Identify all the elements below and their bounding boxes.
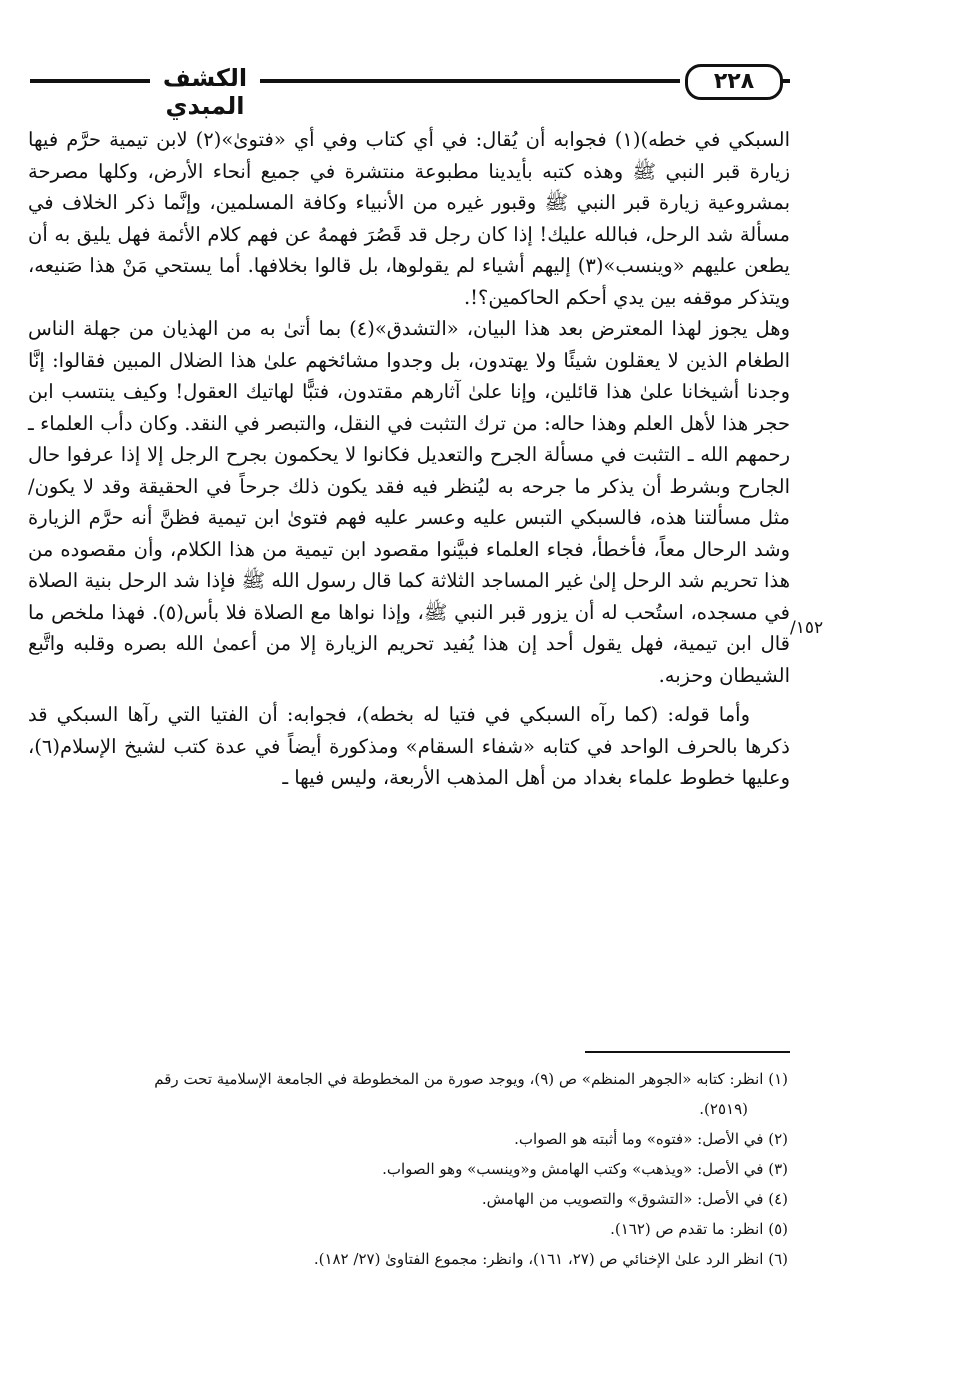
footnote: (٣) في الأصل: «ويذهب» وكتب الهامش و«وينسب» وهو الصواب. (382, 1160, 788, 1178)
footnote-continuation: (٢٥١٩). (699, 1100, 748, 1118)
paragraph: السبكي في خطه)(١) فجوابه أن يُقال: في أي كتاب وفي أي «فتوىٰ»(٢) لابن تيمية حرَّم فيها زيارة قبر النبي ﷺ وهذه كتبه بأيدينا مطبوعة منتشرة في جميع أنحاء الأرض، وكلها مصرحة بمشروعية زيارة قبر النبي ﷺ وقبور غيره من الأنبياء وكافة المسلمين، وإنَّما ذكر الخلاف في مسألة شد الرحل، فبالله عليك! إذا كان رجل قد قَصُرَ فهمهُ عن فهم كلام الأئمة فهل يليق به أن يطعن عليهم «وينسب»(٣) إليهم أشياء لم يقولوها، بل قالوا بخلافها. أما يستحي مَنْ هذا صَنيعه، ويتذكر موقفه بين يدي أحكم الحاكمين؟!. (28, 128, 790, 309)
footnotes (40, 1064, 788, 1274)
footnote: (٥) انظر: ما تقدم ص (١٦٢). (610, 1220, 788, 1238)
footnote: (٢) في الأصل: «فتوه» وما أثبته هو الصواب. (514, 1130, 788, 1148)
footnote: (١) انظر: كتابه «الجوهر المنظم» ص (٩)، ويوجد صورة من المخطوطة في الجامعة الإسلامية تحت رقم (154, 1070, 788, 1088)
book-title: الكشف المبدي (162, 64, 248, 120)
main-text (28, 124, 790, 794)
footnote-separator (585, 1051, 790, 1053)
footnote: (٦) انظر الرد علىٰ الإخنائي ص (٢٧، ١٦١)، وانظر: مجموع الفتاوىٰ (٢٧/ ١٨٢). (313, 1250, 788, 1268)
paragraph: وهل يجوز لهذا المعترض بعد هذا البيان، «التشدق»(٤) بما أتىٰ به من الهذيان من جهلة الناس الطغام الذين لا يعقلون شيئًا ولا يهتدون، بل وجدوا مشائخهم علىٰ هذا الضلال المبين فقالوا: إنَّا وجدنا أشيخانا علىٰ هذا قائلين، وإنا علىٰ آثارهم مقتدون، فتبًّا لهاتيك العقول! وكيف ينتسب ابن حجر هذا لأهل العلم وهذا حاله: من ترك التثبت في النقل، والتبصر في النقد. وكان دأب العلماء ـ رحمهم الله ـ التثبت في مسألة الجرح والتعديل فكانوا لا يحكمون بجرح الرجل إلا إذا عرفوا حال الجارح وبشرط أن يذكر ما جرحه به ليُنظر فيه فقد يكون ذلك جرحاً في الحقيقة وقد لا يكون/ مثل مسألتنا هذه، فالسبكي التبس عليه وعسر عليه فهم فتوىٰ ابن تيمية فظنَّ أنه حرَّم الزيارة وشد الرحال معاً، فأخطأ، فجاء العلماء فبيَّنوا مقصود ابن تيمية من هذا الكلام، وأن مقصوده من هذا تحريم شد الرحل إلىٰ غير المساجد الثلاثة كما قال رسول الله ﷺ فإذا شد الرحل بنية الصلاة في مسجده، استُحب له أن يزور قبر النبي ﷺ، وإذا نواها مع الصلاة فلا بأس(٥). فهذا ملخص ما قال ابن تيمية، فهل يقول أحد إن هذا يُفيد تحريم الزيارة إلا من أعمىٰ الله بصره وقلبه واتَّبع الشيطان وحزبه. (28, 317, 790, 687)
paragraph: وأما قوله: (كما رآه السبكي في فتيا له بخطه)، فجوابه: أن الفتيا التي رآها السبكي قد ذكرها بالحرف الواحد في كتابه «شفاء السقام» ومذكورة أيضاً في عدة كتب لشيخ الإسلام(٦)، وعليها خطوط علماء بغداد من أهل المذهب الأربعة، وليس فيها ـ (28, 703, 790, 789)
margin-page-marker: /١٥٢ (790, 618, 824, 638)
footnote: (٤) في الأصل: «التشوق» والتصويب من الهامش. (481, 1190, 788, 1208)
header-rule-right (780, 79, 790, 83)
page-number: ٢٢٨ (685, 64, 783, 100)
page-header (30, 60, 790, 120)
header-rule-left (30, 79, 150, 83)
header-rule-middle (260, 79, 680, 83)
